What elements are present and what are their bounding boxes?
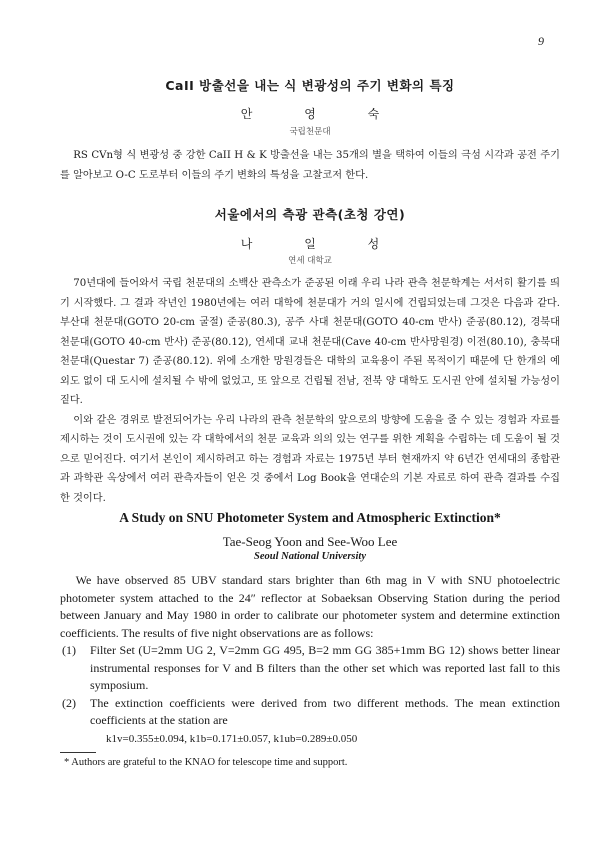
abstract-paragraph: RS CVn형 식 변광성 중 강한 CaII H & K 방출선을 내는 35개의 별을 택하여 이들의 극섬 시각과 공전 주기를 알아보고 O-C 도로부터 이들의 주기 변화의 특성을 고찰코저 한다. <box>60 150 560 181</box>
list-item <box>60 695 560 730</box>
section-title: 서울에서의 측광 관측(초청 강연) <box>214 207 406 222</box>
list-text: Filter Set (U=2mm UG 2, V=2mm GG 495, B=2 mm GG 385+1mm BG 12) shows better linear instrumental responses for V and B filters than the other set which was reported last fall to this symposium. <box>90 643 560 692</box>
list-text: The extinction coefficients were derived from two different methods. The mean extinction coefficients at the station are <box>90 695 560 727</box>
footnote: * Authors are grateful to the KNAO for telescope time and support. <box>64 757 348 768</box>
abstract-snu-photometer <box>60 510 560 745</box>
body-paragraph: 이와 같은 경위로 발전되어가는 우리 나라의 관측 천문학의 앞으로의 방향에 도움을 줄 수 있는 경험과 자료를 제시하는 것이 도시권에 있는 각 대학에서의 천문 교육과 의의 있는 연구를 위한 계획을 수립하는 데 도움이 될 것으로 믿어진다. 여기서 본인이 제시하려고 하는 경험과 자료는 1975년 부터 현재까지 약 6년간 연세대의 종합관과 과학관 옥상에서 여러 관측자들이 얻은 것 중에서 Log Book을 연대순의 기본 자료로 하여 관측 결과를 수집한 것이다. <box>60 414 560 504</box>
list-item <box>60 642 560 695</box>
author-name: 안 영 숙 <box>240 107 404 121</box>
section-title: CaII 방출선을 내는 식 변광성의 주기 변화의 특징 <box>165 78 455 93</box>
abstract-caii <box>60 76 560 185</box>
intro-paragraph: We have observed 85 UBV standard stars brighter than 6th mag in V with SNU photoelectric photometer system attached to the 24″ reflector at Sobaeksan Observing Station during the period between January and May 1980 in order to calibrate our photometer system and determine extinction coefficients. The results of five night observations are as follows: <box>60 573 560 640</box>
author-affiliation: 국립천문대 <box>289 127 331 137</box>
author-name: 나 일 성 <box>240 237 404 251</box>
section-title: A Study on SNU Photometer System and Atmospheric Extinction* <box>119 510 501 525</box>
list-number: (2) <box>62 695 76 710</box>
footnote-rule <box>60 752 96 753</box>
body-paragraph: 70년대에 들어와서 국립 천문대의 소백산 관측소가 준공된 이래 우리 나라 관측 천문학계는 서서히 활기를 띄기 시작했다. 그 결과 작년인 1980년에는 여러 대학에 천문대가 거의 일시에 건립되었는데 그것은 다음과 같다. 부산대 천문대(GOTO 20-cm 굴절) 준공(80.3), 공주 사대 천문대(GOTO 40-cm 반사) 준공(80.12), 경북대 천문대(GOTO 40-cm 반사) 준공(80.12), 연세대 교내 천문대(Cave 40-cm 반사망원경) 이전(80.10), 충북대 천문대(Questar 7) 준공(80.12). 위에 소개한 망원경들은 대학의 교육용이 주된 목적이기 때문에 단 한개의 예외도 없이 대 도시에 설치될 수 밖에 없었고, 또 앞으로 건립될 전남, 전북 양 대학도 도시권 안에 설치될 가능성이 짙다. <box>60 278 560 406</box>
abstract-seoul-photometry <box>60 205 560 508</box>
page-number: 9 <box>538 34 544 48</box>
author-names: Tae-Seog Yoon and See-Woo Lee <box>222 534 398 549</box>
extinction-formula: k1v=0.355±0.094, k1b=0.171±0.057, k1ub=0.289±0.050 <box>106 732 358 745</box>
author-affiliation: 연세 대학교 <box>288 256 332 266</box>
list-number: (1) <box>62 643 76 657</box>
author-affiliation: Seoul National University <box>253 551 366 562</box>
